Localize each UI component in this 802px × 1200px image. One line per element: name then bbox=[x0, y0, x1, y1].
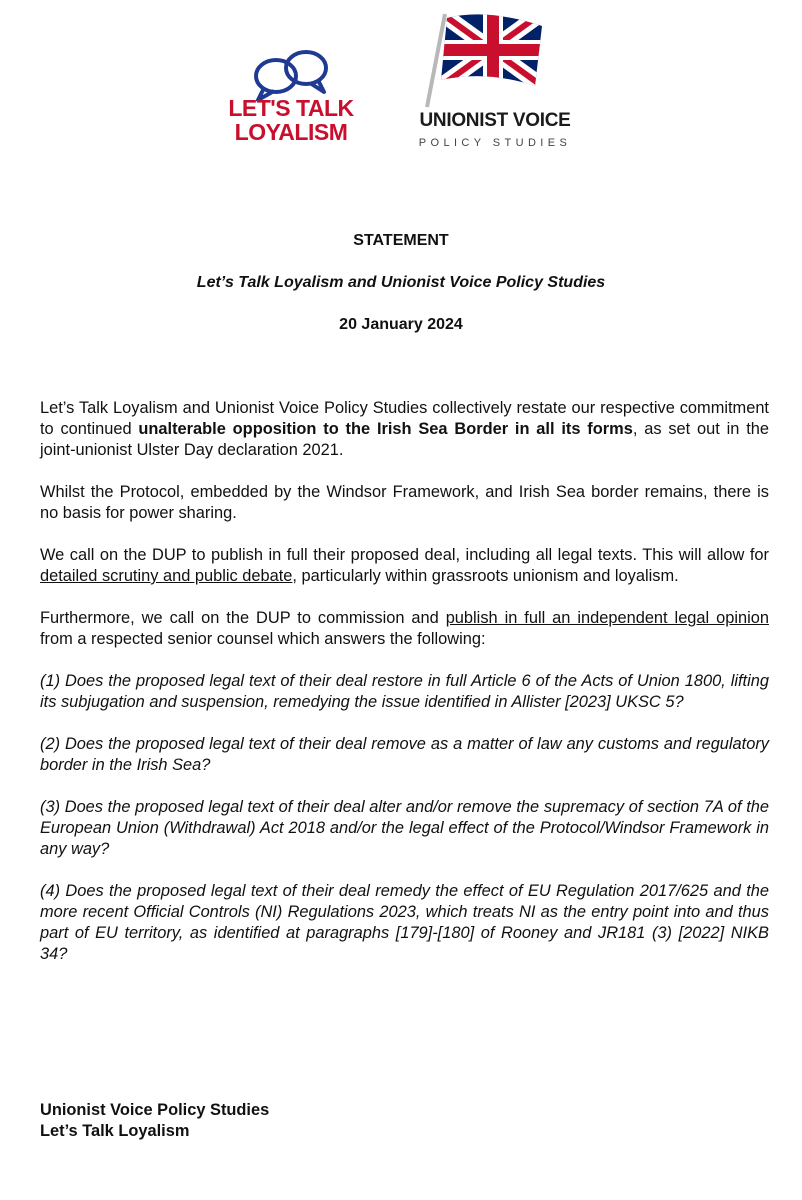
question-4: (4) Does the proposed legal text of their deal remedy the effect of EU Regulation 2017/625 and the more recent Official Controls (NI) Regulations 2023, which treats NI as the entry point into and thus part of EU territory, as identified at paragraphs [179]-[180] of Rooney and JR181 (3) [2022] NIKB 34? bbox=[40, 882, 769, 963]
statement-date: 20 January 2024 bbox=[339, 316, 463, 333]
paragraph-1-text: Let’s Talk Loyalism and Unionist Voice Policy Studies collectively restate our respective commitment to continued bbox=[40, 399, 769, 438]
paragraph-3 bbox=[40, 545, 769, 587]
union-flag-icon bbox=[417, 8, 547, 108]
signoff bbox=[40, 1100, 269, 1142]
signoff-line-2: Let’s Talk Loyalism bbox=[40, 1122, 190, 1140]
logo-text-line1: LET'S TALK bbox=[228, 95, 354, 121]
unionist-voice-logo bbox=[395, 0, 595, 160]
statement-title: STATEMENT bbox=[353, 232, 449, 249]
paragraph-4-text: Furthermore, we call on the DUP to commission and bbox=[40, 609, 446, 627]
logo-subtitle: POLICY STUDIES bbox=[418, 137, 572, 149]
paragraph-2: Whilst the Protocol, embedded by the Windsor Framework, and Irish Sea border remains, there is no basis for power sharing. bbox=[40, 483, 769, 522]
logo-title: UNIONIST VOICE bbox=[419, 110, 571, 131]
signoff-line-1: Unionist Voice Policy Studies bbox=[40, 1101, 270, 1119]
lets-talk-loyalism-logo bbox=[226, 40, 356, 150]
paragraph-1 bbox=[40, 398, 769, 461]
logo-header bbox=[0, 0, 802, 170]
paragraph-1-end: , as set out in the joint-unionist Ulster Day declaration 2021. bbox=[40, 420, 770, 459]
statement-body bbox=[40, 398, 769, 986]
statement-organisations: Let’s Talk Loyalism and Unionist Voice Policy Studies bbox=[196, 274, 606, 291]
paragraph-4-underlined: publish in full an independent legal opinion bbox=[445, 609, 769, 627]
question-3: (3) Does the proposed legal text of their deal alter and/or remove the supremacy of section 7A of the European Union (Withdrawal) Act 2018 and/or the legal effect of the Protocol/Windsor Framework in any way? bbox=[40, 798, 769, 858]
paragraph-4 bbox=[40, 608, 769, 650]
paragraph-1-emphasis: unalterable opposition to the Irish Sea Border in all its forms bbox=[138, 420, 633, 438]
paragraph-3-text: We call on the DUP to publish in full their proposed deal, including all legal texts. This will allow for bbox=[40, 546, 769, 564]
paragraph-3-end: , particularly within grassroots unionism and loyalism. bbox=[292, 567, 679, 585]
question-2: (2) Does the proposed legal text of their deal remove as a matter of law any customs and regulatory border in the Irish Sea? bbox=[40, 735, 769, 774]
logo-text-line2: LOYALISM bbox=[234, 119, 348, 145]
paragraph-3-underlined: detailed scrutiny and public debate bbox=[40, 567, 293, 585]
question-1: (1) Does the proposed legal text of their deal restore in full Article 6 of the Acts of Union 1800, lifting its subjugation and suspension, remedying the issue identified in Allister [2023] UKSC 5? bbox=[40, 672, 769, 711]
paragraph-4-end: from a respected senior counsel which answers the following: bbox=[40, 630, 486, 648]
